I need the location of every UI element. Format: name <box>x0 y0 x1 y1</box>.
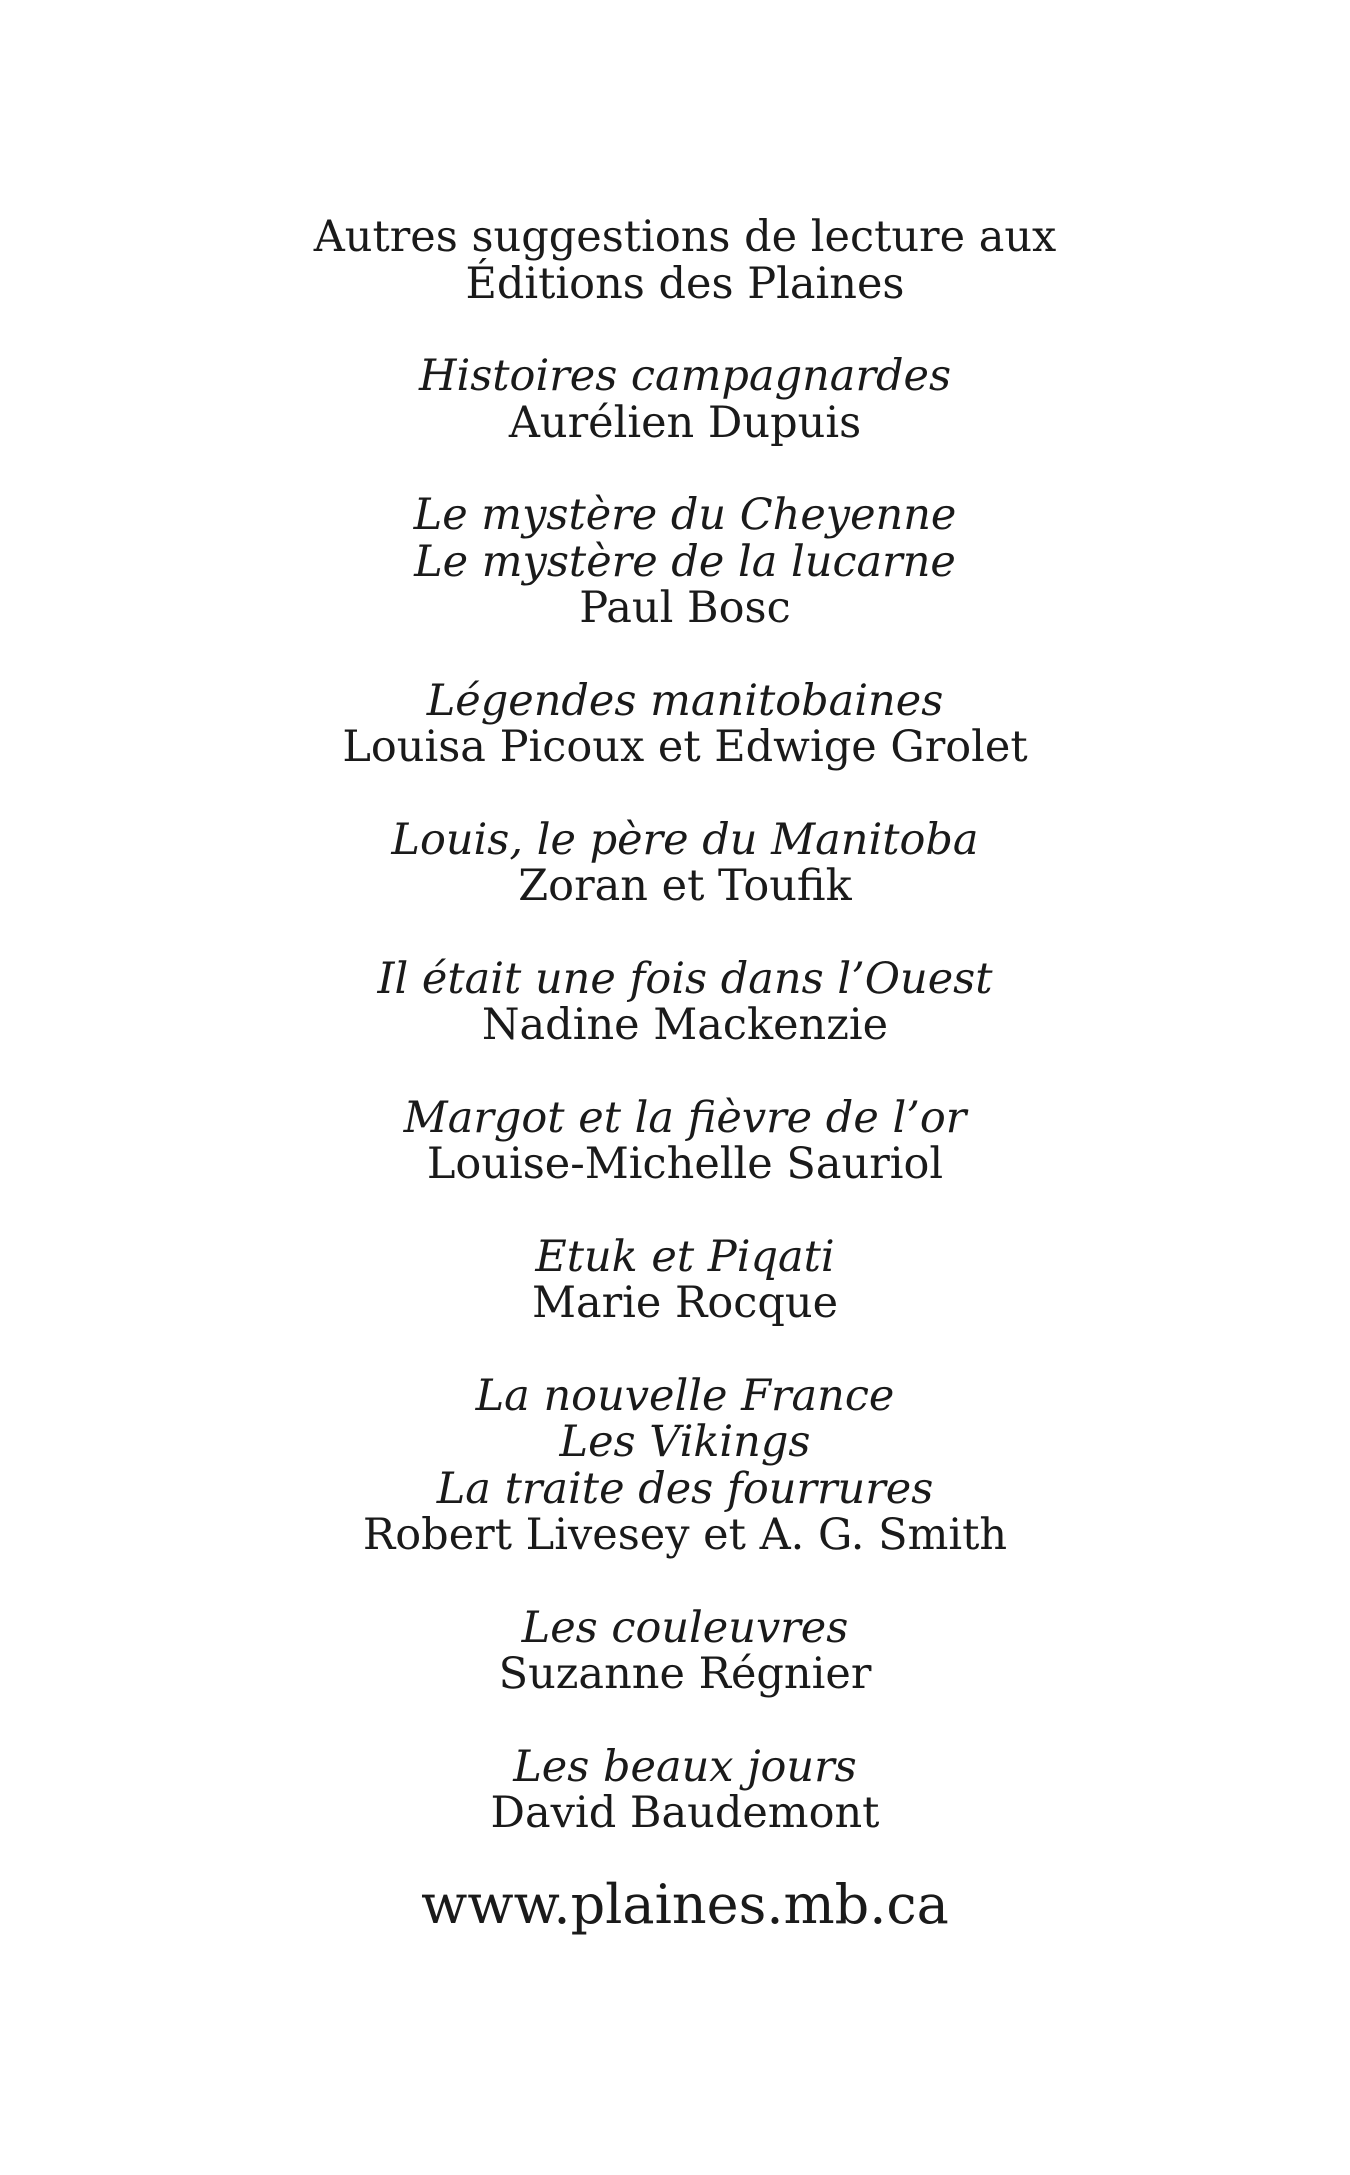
book-author: Paul Bosc <box>579 583 791 633</box>
publisher-website-link[interactable]: www.plaines.mb.ca <box>421 1872 949 1936</box>
book-title: Etuk et Piqati <box>535 1231 835 1282</box>
book-title: Les Vikings <box>559 1417 811 1467</box>
book-title: La traite des fourrures <box>436 1463 934 1514</box>
book-title: Histoires campagnardes <box>418 351 952 401</box>
book-title: Le mystère de la lucarne <box>414 536 956 587</box>
book-author: Aurélien Dupuis <box>508 397 862 448</box>
book-author: Marie Rocque <box>531 1278 839 1328</box>
header-line-2: Éditions des Plaines <box>465 258 905 309</box>
book-author: Robert Livesey et A. G. Smith <box>362 1510 1008 1560</box>
book-entry <box>0 1741 1350 1838</box>
suggestions-header <box>0 214 1350 307</box>
reading-suggestions <box>0 214 1350 1935</box>
header-line-1: Autres suggestions de lecture aux <box>313 212 1057 262</box>
book-entry <box>0 492 1350 632</box>
book-author: David Baudemont <box>490 1788 880 1838</box>
book-author: Louise-Michelle Sauriol <box>426 1139 944 1189</box>
book-title: Louis, le père du Manitoba <box>391 814 979 865</box>
book-title: Le mystère du Cheyenne <box>413 490 957 540</box>
book-entry <box>0 1370 1350 1560</box>
book-author: Zoran et Toufik <box>518 861 852 911</box>
book-title: La nouvelle France <box>475 1370 895 1421</box>
book-entry <box>0 1092 1350 1189</box>
book-entry <box>0 814 1350 911</box>
book-title: Il était une fois dans l’Ouest <box>377 953 993 1004</box>
book-author: Suzanne Régnier <box>498 1649 872 1699</box>
book-title: Les beaux jours <box>513 1741 857 1792</box>
book-entry <box>0 353 1350 446</box>
book-entry <box>0 953 1350 1050</box>
book-entry <box>0 1602 1350 1699</box>
book-title: Légendes manitobaines <box>426 675 944 726</box>
book-title: Les couleuvres <box>521 1602 849 1653</box>
book-entry <box>0 1231 1350 1328</box>
book-author: Nadine Mackenzie <box>481 1000 889 1050</box>
book-entry <box>0 675 1350 772</box>
book-author: Louisa Picoux et Edwige Grolet <box>342 722 1028 772</box>
book-title: Margot et la fièvre de l’or <box>403 1092 967 1143</box>
